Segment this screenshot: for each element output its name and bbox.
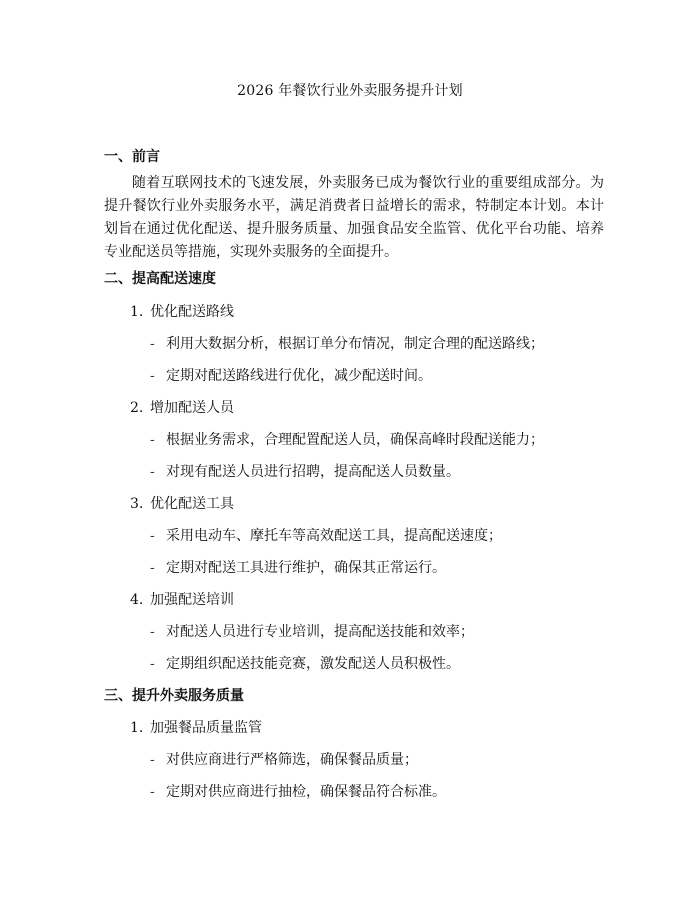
list-item-title: 加强配送培训	[150, 592, 234, 608]
bullet-marker: -	[150, 336, 155, 352]
bullet-marker: -	[150, 464, 155, 480]
bullet-item	[150, 749, 418, 769]
list-item	[130, 717, 262, 737]
list-item	[130, 493, 234, 513]
section-heading-preface: 一、前言	[104, 149, 160, 165]
bullet-text: 对配送人员进行专业培训，提高配送技能和效率；	[166, 624, 474, 640]
bullet-item	[150, 461, 460, 481]
bullet-item	[150, 525, 502, 545]
bullet-marker: -	[150, 784, 155, 800]
section-heading-delivery-speed: 二、提高配送速度	[104, 271, 216, 287]
list-item	[130, 301, 234, 321]
bullet-text: 对供应商进行严格筛选，确保餐品质量；	[166, 752, 418, 768]
bullet-text: 利用大数据分析，根据订单分布情况，制定合理的配送路线；	[166, 336, 544, 352]
list-item-title: 增加配送人员	[150, 400, 234, 416]
bullet-text: 采用电动车、摩托车等高效配送工具，提高配送速度；	[166, 528, 502, 544]
list-number: 3.	[130, 496, 144, 512]
bullet-marker: -	[150, 528, 155, 544]
bullet-text: 根据业务需求，合理配置配送人员，确保高峰时段配送能力；	[166, 432, 544, 448]
list-item-title: 优化配送路线	[150, 304, 234, 320]
bullet-item	[150, 557, 446, 577]
bullet-marker: -	[150, 656, 155, 672]
bullet-item	[150, 333, 544, 353]
bullet-text: 定期对配送路线进行优化，减少配送时间。	[166, 368, 432, 384]
preface-paragraph: 随着互联网技术的飞速发展，外卖服务已成为餐饮行业的重要组成部分。为提升餐饮行业外卖服务水平，满足消费者日益增长的需求，特制定本计划。本计划旨在通过优化配送、提升服务质量、加强食品安全监管、优化平台功能、培养专业配送员等措施，实现外卖服务的全面提升。	[104, 175, 604, 260]
bullet-item	[150, 781, 446, 801]
bullet-marker: -	[150, 752, 155, 768]
list-number: 1.	[130, 304, 144, 320]
list-item-title: 优化配送工具	[150, 496, 234, 512]
bullet-marker: -	[150, 624, 155, 640]
bullet-item	[150, 365, 432, 385]
bullet-text: 定期对配送工具进行维护，确保其正常运行。	[166, 560, 446, 576]
list-item	[130, 397, 234, 417]
bullet-item	[150, 621, 474, 641]
list-item	[130, 589, 234, 609]
list-number: 1.	[130, 720, 144, 736]
bullet-text: 定期对供应商进行抽检，确保餐品符合标准。	[166, 784, 446, 800]
list-number: 4.	[130, 592, 144, 608]
list-item-title: 加强餐品质量监管	[150, 720, 262, 736]
bullet-marker: -	[150, 368, 155, 384]
bullet-item	[150, 653, 460, 673]
bullet-marker: -	[150, 560, 155, 576]
bullet-marker: -	[150, 432, 155, 448]
section-heading-service-quality: 三、提升外卖服务质量	[104, 688, 244, 704]
bullet-text: 定期组织配送技能竞赛，激发配送人员积极性。	[166, 656, 460, 672]
bullet-item	[150, 429, 544, 449]
document-title: 2026 年餐饮行业外卖服务提升计划	[237, 83, 463, 99]
list-number: 2.	[130, 400, 144, 416]
bullet-text: 对现有配送人员进行招聘，提高配送人员数量。	[166, 464, 460, 480]
